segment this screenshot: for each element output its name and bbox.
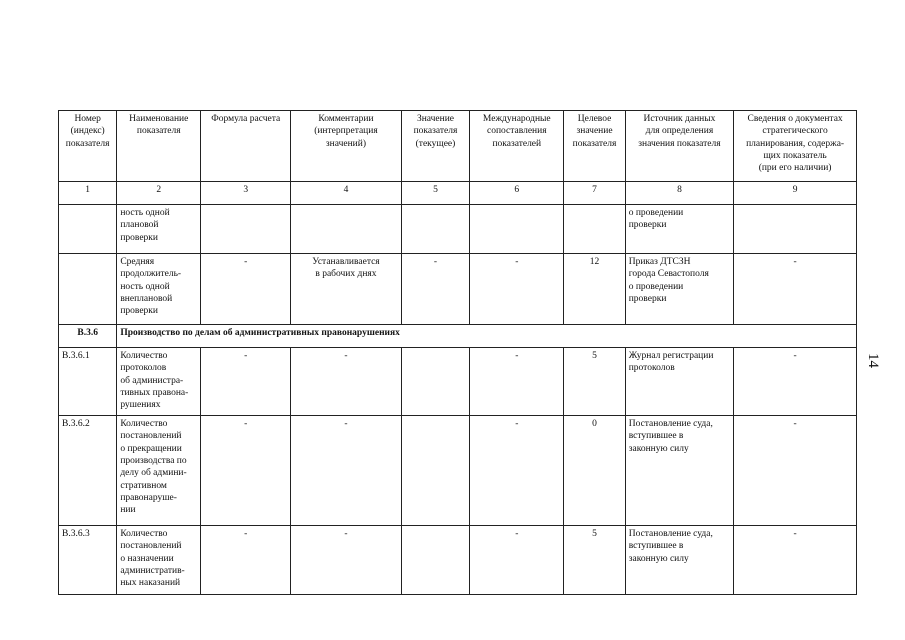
column-number: 9 <box>734 182 857 205</box>
target-value-cell: 5 <box>564 526 625 595</box>
formula-cell: - <box>201 526 291 595</box>
table-row <box>59 348 857 416</box>
comment-cell: - <box>291 348 401 416</box>
indicator-id: В.3.6.2 <box>59 416 117 526</box>
table-row <box>59 526 857 595</box>
target-value-cell: 12 <box>564 254 625 325</box>
intl-comparison-cell: - <box>470 526 564 595</box>
current-value-cell <box>401 348 470 416</box>
documents-cell: - <box>734 526 857 595</box>
header-cell: Номер (индекс) показателя <box>59 111 117 182</box>
section-id: В.3.6 <box>59 325 117 348</box>
intl-comparison-cell: - <box>470 416 564 526</box>
column-number: 3 <box>201 182 291 205</box>
table-row <box>59 416 857 526</box>
column-number: 8 <box>625 182 733 205</box>
target-value-cell: 0 <box>564 416 625 526</box>
intl-comparison-cell: - <box>470 348 564 416</box>
comment-cell: Устанавливается в рабочих днях <box>291 254 401 325</box>
data-source-cell: о проведении проверки <box>625 205 733 254</box>
formula-cell: - <box>201 254 291 325</box>
indicator-id <box>59 205 117 254</box>
data-source-cell: Постановление суда, вступившее в законную силу <box>625 526 733 595</box>
header-row <box>59 111 857 182</box>
header-cell: Международные сопоставления показателей <box>470 111 564 182</box>
header-cell: Целевое значение показателя <box>564 111 625 182</box>
intl-comparison-cell: - <box>470 254 564 325</box>
formula-cell: - <box>201 348 291 416</box>
data-source-cell: Приказ ДТСЗН города Севастополя о проведении проверки <box>625 254 733 325</box>
indicator-name: ность одной плановой проверки <box>117 205 201 254</box>
current-value-cell <box>401 205 470 254</box>
indicator-name: Количество постановлений о назначении административ- ных наказаний <box>117 526 201 595</box>
indicator-name: Средняя продолжитель- ность одной внеплановой проверки <box>117 254 201 325</box>
indicator-id: В.3.6.1 <box>59 348 117 416</box>
comment-cell <box>291 205 401 254</box>
intl-comparison-cell <box>470 205 564 254</box>
formula-cell <box>201 205 291 254</box>
indicators-table <box>58 110 857 595</box>
section-title: Производство по делам об административных правонарушениях <box>117 325 857 348</box>
data-source-cell: Журнал регистрации протоколов <box>625 348 733 416</box>
data-source-cell: Постановление суда, вступившее в законную силу <box>625 416 733 526</box>
target-value-cell: 5 <box>564 348 625 416</box>
indicator-name: Количество постановлений о прекращении производства по делу об админи- стративном правонаруше- нии <box>117 416 201 526</box>
header-cell: Сведения о документах стратегического планирования, содержа- щих показатель (при его наличии) <box>734 111 857 182</box>
documents-cell <box>734 205 857 254</box>
header-cell: Формула расчета <box>201 111 291 182</box>
comment-cell: - <box>291 416 401 526</box>
formula-cell: - <box>201 416 291 526</box>
header-cell: Значение показателя (текущее) <box>401 111 470 182</box>
header-cell: Источник данных для определения значения показателя <box>625 111 733 182</box>
column-number: 6 <box>470 182 564 205</box>
target-value-cell <box>564 205 625 254</box>
column-number: 7 <box>564 182 625 205</box>
documents-cell: - <box>734 348 857 416</box>
page-number: 14 <box>865 353 881 368</box>
column-number: 5 <box>401 182 470 205</box>
table-row <box>59 254 857 325</box>
column-number: 1 <box>59 182 117 205</box>
header-cell: Наименование показателя <box>117 111 201 182</box>
current-value-cell <box>401 416 470 526</box>
column-number-row <box>59 182 857 205</box>
documents-cell: - <box>734 254 857 325</box>
table-row <box>59 205 857 254</box>
current-value-cell: - <box>401 254 470 325</box>
indicator-id <box>59 254 117 325</box>
indicator-id: В.3.6.3 <box>59 526 117 595</box>
column-number: 2 <box>117 182 201 205</box>
section-row <box>59 325 857 348</box>
column-number: 4 <box>291 182 401 205</box>
current-value-cell <box>401 526 470 595</box>
header-cell: Комментарии (интерпретация значений) <box>291 111 401 182</box>
documents-cell: - <box>734 416 857 526</box>
comment-cell: - <box>291 526 401 595</box>
indicator-name: Количество протоколов об администра- тивных правона- рушениях <box>117 348 201 416</box>
